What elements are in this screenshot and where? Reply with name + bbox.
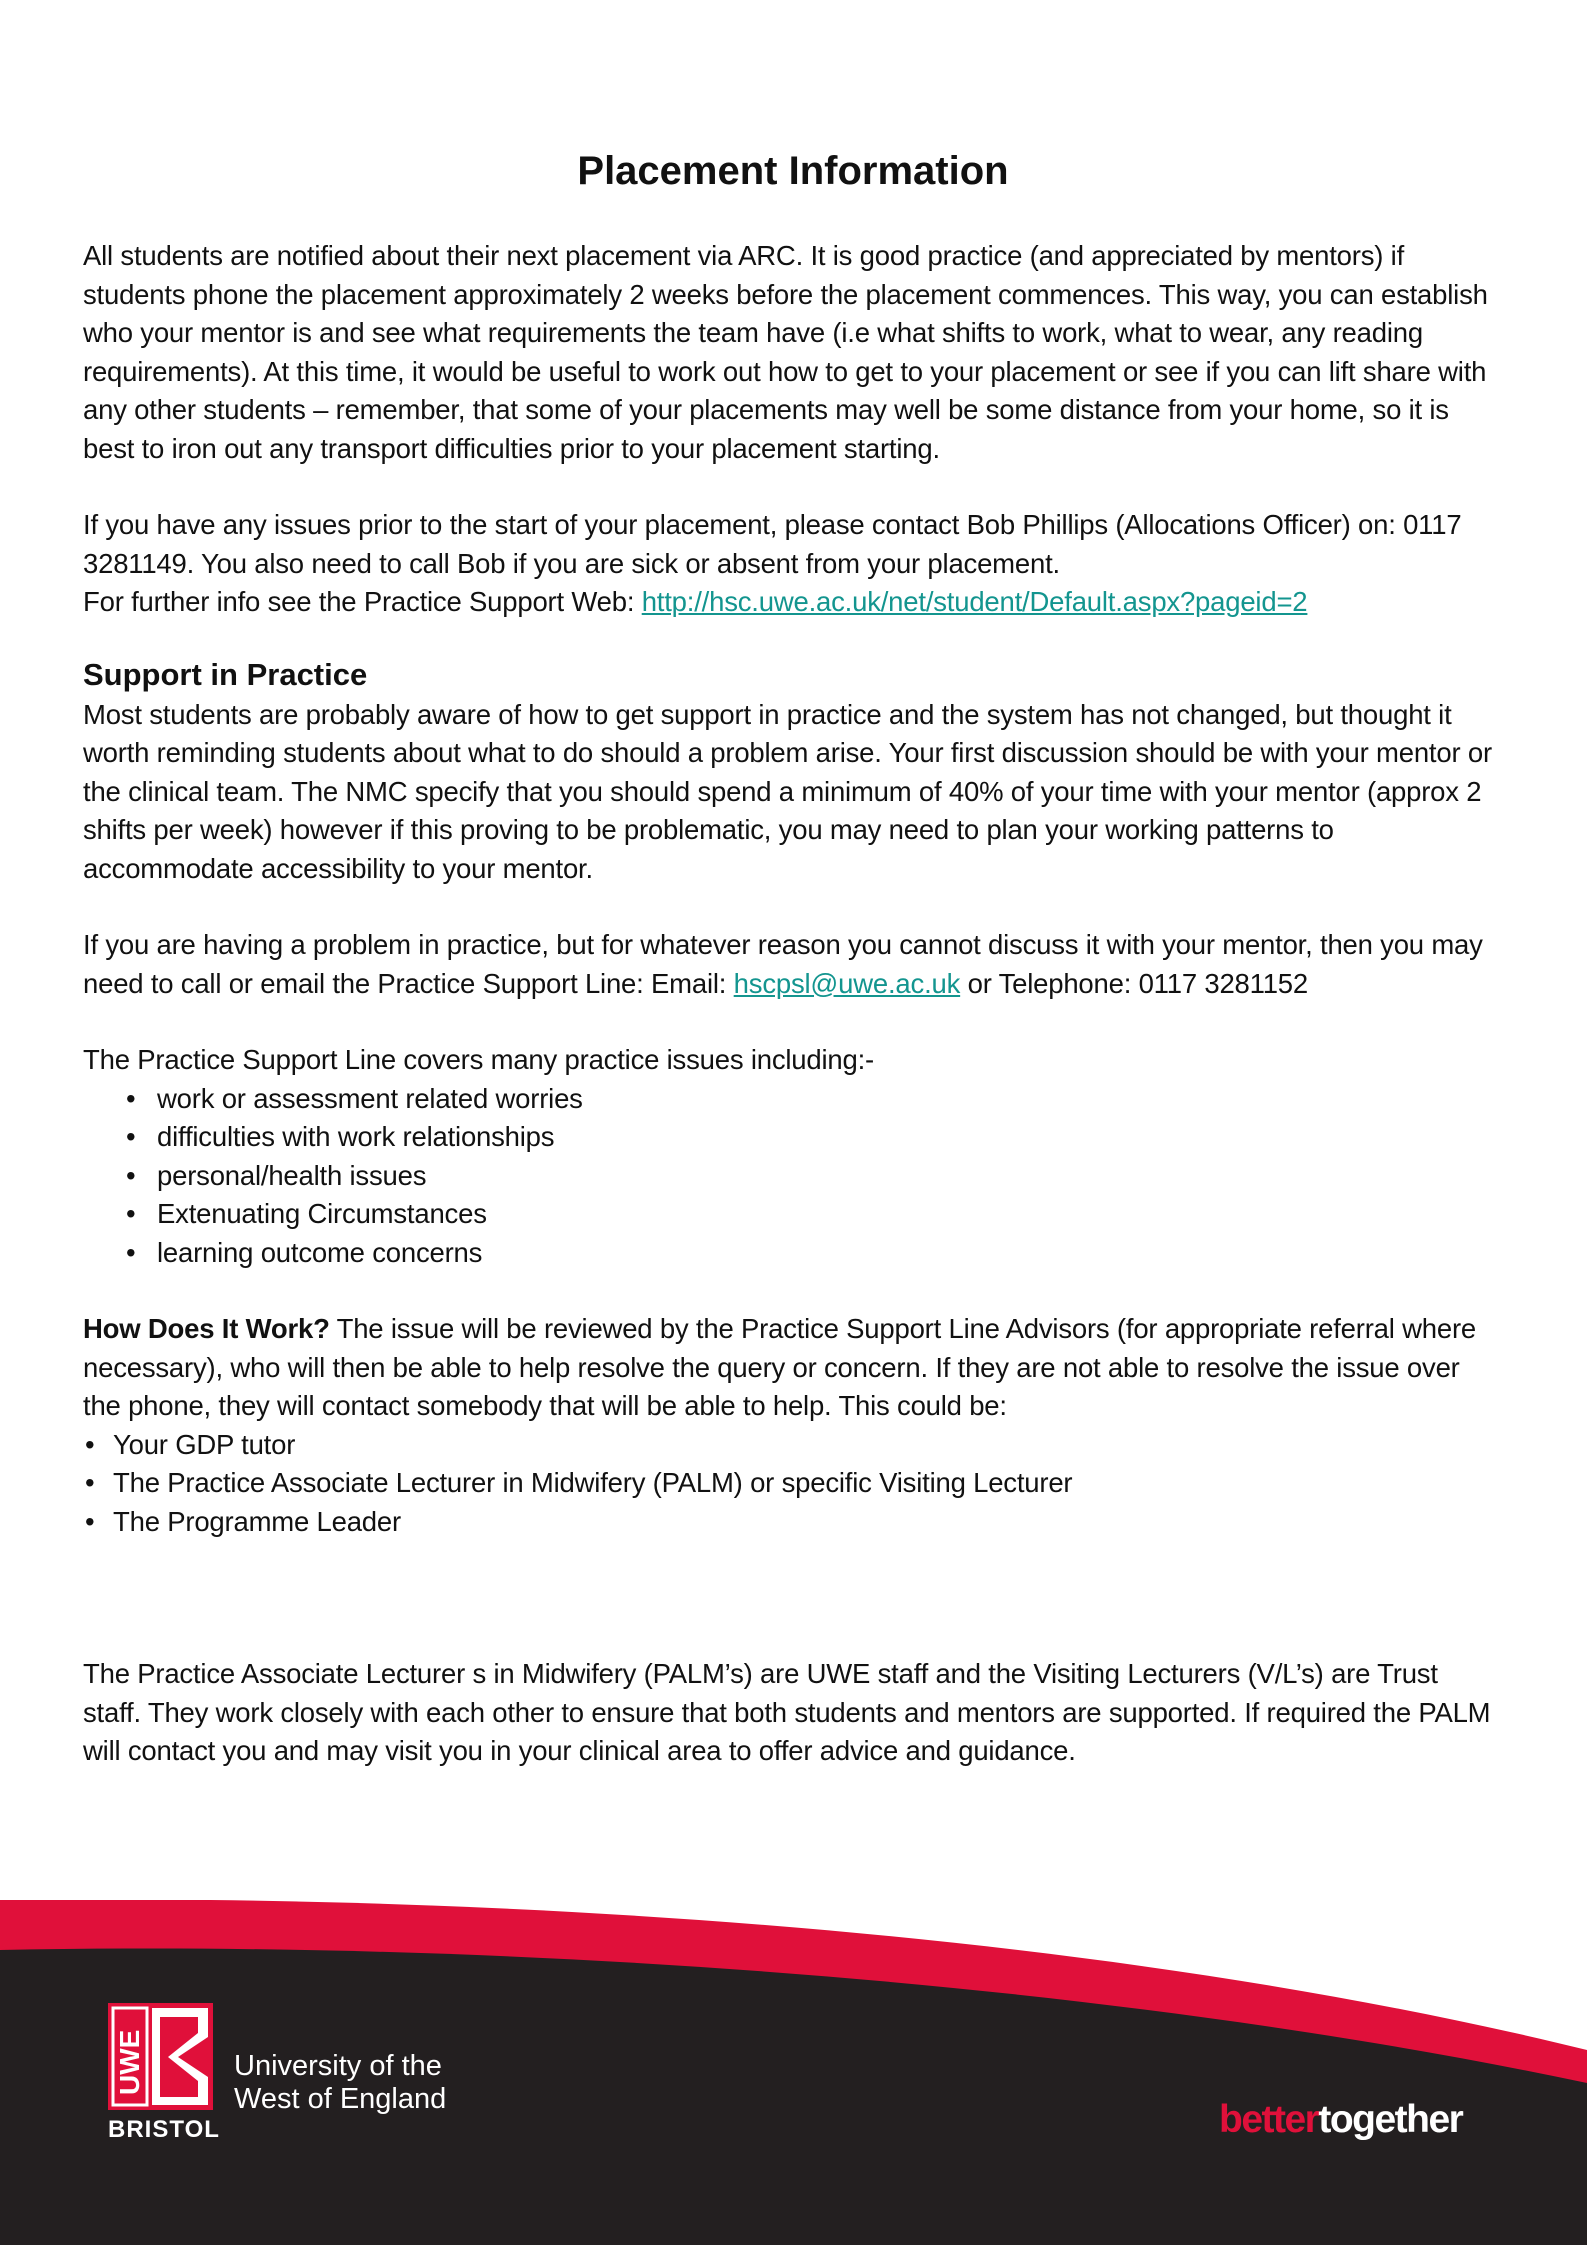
how-it-works-paragraph (83, 1310, 1503, 1426)
support-telephone-text: or Telephone: 0117 3281152 (960, 967, 1308, 999)
intro-paragraph-2: If you have any issues prior to the start of your placement, please contact Bob Phillips (Allocations Officer) on: 0117 3281149. You also need to call Bob if you are sick or absent from your placement. (83, 509, 1462, 579)
how-it-works-label: How Does It Work? (83, 1313, 330, 1344)
how-it-works-text: The issue will be reviewed by the Practice Support Line Advisors (for appropriate referral where necessary), who will then be able to help resolve the query or concern. If they are not able to resolve the issue over the phone, they will contact somebody that will be able to help. This could be: (83, 1313, 1477, 1421)
list-item: • The Programme Leader (83, 1503, 1503, 1542)
tagline-together: together (1318, 2098, 1463, 2141)
uwe-logo-icon (108, 2003, 213, 2110)
palm-paragraph: The Practice Associate Lecturer s in Midwifery (PALM’s) are UWE staff and the Visiting Lecturers (V/L’s) are Trust staff. They work closely with each other to ensure that both students and mentors are supported. If required the PALM will contact you and may visit you in your clinical area to offer advice and guidance. (83, 1658, 1491, 1766)
list-item: • learning outcome concerns (83, 1234, 1503, 1273)
support-paragraph-2 (83, 926, 1503, 1003)
practice-support-web-link[interactable]: http://hsc.uwe.ac.uk/net/student/Default.aspx?pageid=2 (641, 586, 1308, 617)
list-item: • Extenuating Circumstances (83, 1195, 1503, 1234)
intro-paragraph-1: All students are notified about their next placement via ARC. It is good practice (and appreciated by mentors) if students phone the placement approximately 2 weeks before the placement commences. This way, you can establish who your mentor is and see what requirements the team have (i.e what shifts to work, what to wear, any reading requirements). At this time, it would be useful to work out how to get to your placement or see if you can lift share with any other students – remember, that some of your placements may well be some distance from your home, so it is best to iron out any transport difficulties prior to your placement starting. (83, 240, 1488, 464)
support-line-text: If you are having a problem in practice, but for whatever reason you cannot discuss it with your mentor, then you may need to call or email the Practice Support Line: Email: (83, 929, 1483, 999)
covers-intro: The Practice Support Line covers many practice issues including:- (83, 1044, 874, 1075)
contacts-list (83, 1426, 1503, 1542)
list-item: • personal/health issues (83, 1157, 1503, 1196)
list-item: • difficulties with work relationships (83, 1118, 1503, 1157)
practice-support-web-line (83, 583, 1503, 622)
tagline-better: better (1219, 2098, 1319, 2141)
logo-word: BRISTOL (108, 2116, 220, 2143)
university-name (234, 2050, 446, 2116)
page-title: Placement Information (577, 149, 1009, 193)
list-item: • Your GDP tutor (83, 1426, 1503, 1465)
document-body (83, 145, 1503, 1771)
web-prefix: For further info see the Practice Support Web: (83, 586, 642, 617)
support-heading: Support in Practice (83, 656, 368, 692)
support-email-link[interactable]: hscpsl@uwe.ac.uk (733, 967, 961, 999)
list-item: • work or assessment related worries (83, 1080, 1503, 1119)
university-name-line-1: University of the (234, 2050, 442, 2082)
list-item: • The Practice Associate Lecturer in Midwifery (PALM) or specific Visiting Lecturer (83, 1464, 1503, 1503)
covers-list (83, 1080, 1503, 1273)
university-name-line-2: West of England (234, 2083, 447, 2115)
logo-letters: UWE (114, 2029, 145, 2095)
support-paragraph-1: Most students are probably aware of how to get support in practice and the system has not changed, but thought it worth reminding students about what to do should a problem arise. Your first discussion should be with your mentor or the clinical team. The NMC specify that you should spend a minimum of 40% of your time with your mentor (approx 2 shifts per week) however if this proving to be problematic, you may need to plan your working patterns to accommodate accessibility to your mentor. (83, 698, 1492, 884)
better-together-tagline (1219, 2098, 1462, 2142)
